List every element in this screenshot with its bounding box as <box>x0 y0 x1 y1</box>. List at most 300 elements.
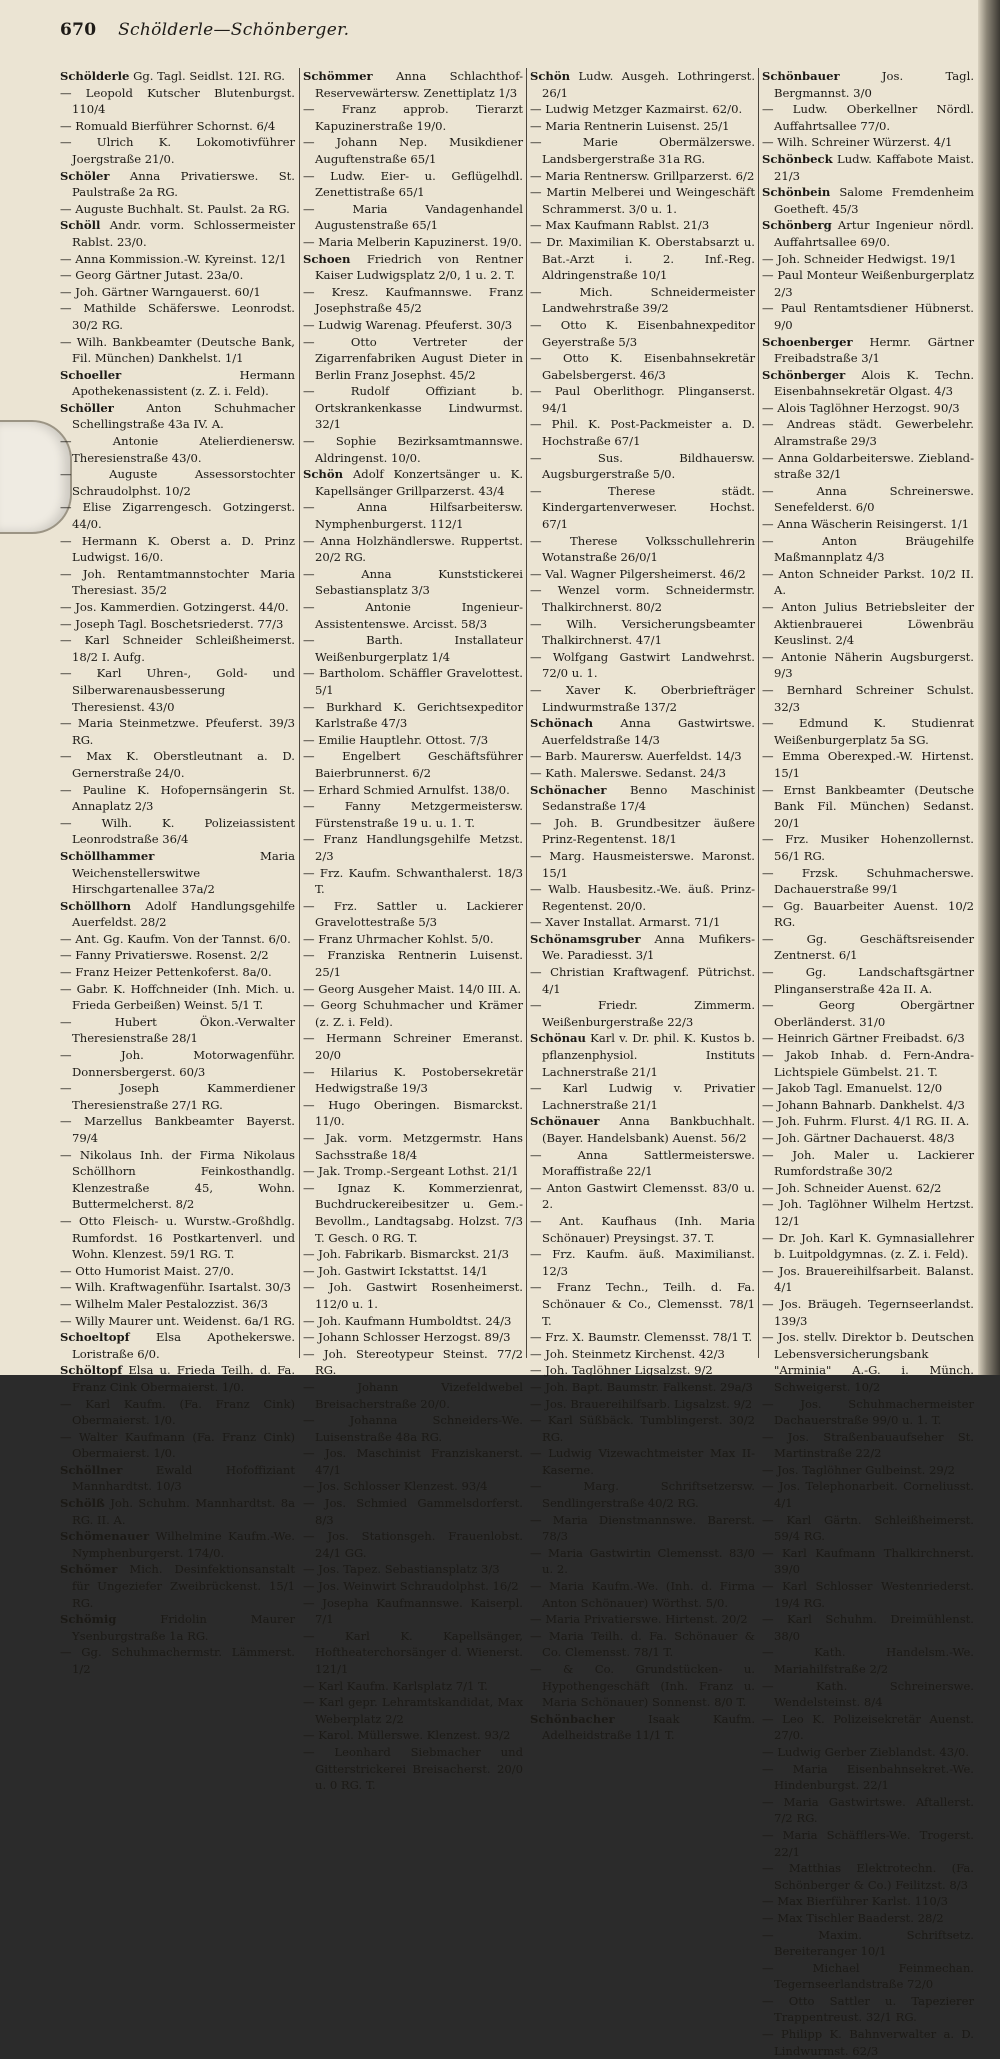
directory-entry <box>762 151 974 184</box>
entry-text: — Karl Uhren-, Gold- und Silberwarenausbesserung Theresienst. 43/0 <box>60 666 295 714</box>
entry-text: — & Co. Grundstücken- u. Hypothengeschäft (Inh. Franz u. Maria Schönauer) Sonnenst. 8/0 T. <box>530 1662 755 1710</box>
directory-entry <box>60 947 295 964</box>
directory-entry <box>762 1761 974 1794</box>
directory-entry <box>762 1711 974 1744</box>
directory-entry <box>762 68 974 101</box>
directory-entry <box>530 997 755 1030</box>
entry-text: — Joh. Gärtner Dachauerst. 48/3 <box>762 1131 955 1145</box>
directory-entry <box>303 1478 523 1495</box>
entry-text: — Ludwig Gerber Zieblandst. 43/0. <box>762 1744 970 1759</box>
directory-entry <box>530 1578 755 1611</box>
entry-surname: Schömig <box>60 1612 117 1627</box>
directory-entry <box>530 533 755 566</box>
directory-entry <box>762 334 974 367</box>
directory-entry <box>60 1263 295 1280</box>
directory-entry <box>303 1744 523 1794</box>
directory-entry <box>530 1611 755 1628</box>
entry-text: — Joh. Maler u. Lackierer Rumfordstraße 30/2 <box>762 1147 974 1179</box>
entry-text: — Johann Schlosser Herzogst. 89/3 <box>303 1330 511 1345</box>
directory-entry <box>60 931 295 948</box>
entry-text: — Wilh. Kraftwagenführ. Isartalst. 30/3 <box>60 1280 292 1295</box>
entry-text: — Ludw. Eier- u. Geflügelhdl. Zenettistraße 65/1 <box>303 168 523 200</box>
entry-text: — Bernhard Schreiner Schulst. 32/3 <box>762 682 974 714</box>
directory-entry <box>60 715 295 748</box>
directory-entry <box>762 1993 974 2026</box>
directory-entry <box>60 251 295 268</box>
directory-entry <box>762 649 974 682</box>
entry-text: — Jos. Taglöhner Gulbeinst. 29/2 <box>762 1462 956 1477</box>
entry-text: — Karl Kaufm. Karlsplatz 7/1 T. <box>303 1678 488 1693</box>
directory-entry <box>303 134 523 167</box>
entry-text: — Joh. Rentamtmannstochter Maria Theresiast. 35/2 <box>60 566 295 598</box>
entry-text: — Kath. Schreinerswe. Wendelsteinst. 8/4 <box>762 1678 974 1710</box>
entry-text: — Frz. Kaufm. äuß. Maximilianst. 12/3 <box>530 1247 755 1278</box>
directory-entry <box>60 134 295 167</box>
page-number: 670 <box>60 20 97 40</box>
entry-surname: Schönauer <box>530 1114 600 1129</box>
directory-entry <box>303 466 523 499</box>
entry-text: — Ludwig Metzger Kazmairst. 62/0. <box>530 102 743 117</box>
entry-text: — Hermann K. Oberst a. D. Prinz Ludwigst. 16/0. <box>60 533 295 565</box>
entry-text: — Ant. Kaufhaus (Inh. Maria Schönauer) Preysingst. 37. T. <box>530 1213 755 1245</box>
directory-entry <box>762 898 974 931</box>
directory-entry <box>530 1478 755 1511</box>
directory-entry <box>530 682 755 715</box>
directory-entry <box>530 566 755 583</box>
entry-text: — Hermann Schreiner Emeranst. 20/0 <box>303 1031 523 1063</box>
entry-text: — Alois Taglöhner Herzogst. 90/3 <box>762 400 960 415</box>
entry-text: Jos. Tagl. Bergmannst. 3/0 <box>774 69 974 100</box>
entry-text: — Johann Bahnarb. Dankhelst. 4/3 <box>762 1097 965 1112</box>
directory-entry <box>530 616 755 649</box>
directory-entry <box>762 1030 974 1047</box>
entry-text: — Otto Vertreter der Zigarrenfabriken August Dieter in Berlin Franz Josephst. 45/2 <box>303 334 523 382</box>
entry-text: — Marg. Hausmeisterswe. Maronst. 15/1 <box>530 848 755 880</box>
directory-entry <box>60 566 295 599</box>
directory-entry <box>530 217 755 234</box>
directory-entry <box>762 1180 974 1197</box>
directory-entry <box>303 1130 523 1163</box>
directory-entry <box>60 85 295 118</box>
directory-entry <box>762 1196 974 1229</box>
directory-entry <box>762 831 974 864</box>
directory-entry <box>303 1163 523 1180</box>
directory-entry <box>762 782 974 832</box>
entry-text: — Martin Melberei und Weingeschäft Schrammerst. 3/0 u. 1. <box>530 185 755 216</box>
directory-entry <box>60 1362 295 1395</box>
entry-text: — Jos. Kammerdien. Gotzingerst. 44/0. <box>60 600 289 614</box>
directory-entry <box>530 483 755 533</box>
entry-text: — Ignaz K. Kommerzienrat, Buchdruckereibesitzer u. Gem.-Bevollm., Landtagsabg. Holzst. 7/3 T. Gesch. 0 RG. T. <box>303 1180 523 1245</box>
entry-text: — Willy Maurer unt. Weidenst. 6a/1 RG. <box>60 1313 295 1328</box>
entry-text: — Max K. Oberstleutnant a. D. Gernerstraße 24/0. <box>60 749 295 780</box>
entry-text: — Karl Schneider Schleißheimerst. 18/2 I. Aufg. <box>60 633 295 664</box>
directory-entry <box>530 1661 755 1711</box>
directory-entry <box>762 964 974 997</box>
directory-entry <box>60 1080 295 1113</box>
entry-text: — Walter Kaufmann (Fa. Franz Cink) Obermaierst. 1/0. <box>60 1429 295 1461</box>
directory-entry <box>530 715 755 748</box>
entry-text: — Georg Gärtner Jutast. 23a/0. <box>60 268 244 283</box>
directory-entry <box>60 300 295 333</box>
directory-entry <box>762 1396 974 1429</box>
entry-text: — Jos. Maschinist Franziskanerst. 47/1 <box>303 1446 523 1477</box>
directory-entry <box>303 1628 523 1678</box>
entry-text: — Auguste Assessorstochter Schraudolphst. 10/2 <box>60 467 295 498</box>
entry-text: — Georg Ausgeher Maist. 14/0 III. A. <box>303 981 522 996</box>
entry-text: — Karl Schuhm. Dreimühlenst. 38/0 <box>762 1612 974 1643</box>
entry-text: — Karl Gärtn. Schleißheimerst. 59/4 RG. <box>762 1512 974 1544</box>
directory-entry <box>530 964 755 997</box>
entry-text: — Paul Monteur Weißenburgerplatz 2/3 <box>762 268 974 299</box>
directory-entry <box>60 1113 295 1146</box>
entry-text: Gg. Tagl. Seidlst. 12I. RG. <box>133 69 285 83</box>
directory-entry <box>60 201 295 218</box>
page-range: Schölderle—Schönberger. <box>118 20 350 40</box>
entry-text: — Gg. Schuhmachermstr. Lämmerst. 1/2 <box>60 1645 295 1676</box>
page-header <box>60 20 349 60</box>
directory-entry <box>762 1478 974 1511</box>
entry-text: — Jos. Schmied Gammelsdorferst. 8/3 <box>303 1496 523 1527</box>
entry-text: — Wilh. Schreiner Würzerst. 4/1 <box>762 135 953 150</box>
entry-text: Fridolin Maurer Ysenburgstraße 1a RG. <box>72 1612 295 1643</box>
entry-surname: Schoeller <box>60 367 122 382</box>
directory-entry <box>60 1561 295 1611</box>
entry-text: Anna Bankbuchhalt. (Bayer. Handelsbank) Auenst. 56/2 <box>542 1114 755 1145</box>
directory-entry <box>60 400 295 433</box>
directory-entry <box>530 1279 755 1329</box>
directory-entry <box>762 2026 974 2059</box>
entry-text: — Gg. Landschaftsgärtner Plinganserstraße 42a II. A. <box>762 965 974 996</box>
column-divider <box>758 68 759 1358</box>
entry-text: — Paul Rentamtsdiener Hübnerst. 9/0 <box>762 301 974 332</box>
directory-entry <box>60 433 295 466</box>
directory-entry <box>60 748 295 781</box>
entry-text: — Anna Hilfsarbeitersw. Nymphenburgerst. 112/1 <box>303 500 523 532</box>
entry-text: — Frz. Kaufm. Schwanthalerst. 18/3 T. <box>303 865 523 897</box>
entry-text: — Hubert Ökon.-Verwalter Theresienstraße 28/1 <box>60 1014 295 1046</box>
entry-text: — Ernst Bankbeamter (Deutsche Bank Fil. München) Sedanst. 20/1 <box>762 782 974 830</box>
entry-text: — Marg. Schriftsetzersw. Sendlingerstraße 40/2 RG. <box>530 1479 755 1511</box>
directory-entry <box>303 1329 523 1346</box>
entry-text: — Andreas städt. Gewerbelehr. Alramstraße 29/3 <box>762 417 974 449</box>
directory-entry <box>762 1429 974 1462</box>
entry-text: — Christian Kraftwagenf. Pütrichst. 4/1 <box>530 965 755 996</box>
directory-entry <box>303 981 523 998</box>
directory-entry <box>303 1727 523 1744</box>
entry-text: — Joh. Motorwagenführ. Donnersbergerst. 60/3 <box>60 1048 295 1079</box>
entry-text: Adolf Konzertsänger u. K. Kapellsänger Grillparzerst. 43/4 <box>315 467 524 498</box>
entry-text: — Joseph Kammerdiener Theresienstraße 27/1 RG. <box>60 1081 295 1112</box>
directory-entry <box>303 1528 523 1561</box>
directory-entry <box>530 748 755 765</box>
directory-entry <box>762 483 974 516</box>
directory-entry <box>60 284 295 301</box>
entry-text: — Frz. Sattler u. Lackierer Gravelottestraße 5/3 <box>303 898 523 930</box>
entry-text: — Joh. Kaufmann Humboldtst. 24/3 <box>303 1313 512 1328</box>
entry-text: Hermann Apothekenassistent (z. Z. i. Feld). <box>72 367 295 399</box>
entry-text: — Bartholom. Schäffler Gravelottest. 5/1 <box>303 666 523 697</box>
entry-text: — Wilhelm Maler Pestalozzist. 36/3 <box>60 1296 268 1311</box>
directory-entry <box>530 234 755 284</box>
directory-entry <box>303 1346 523 1379</box>
entry-surname: Schönamsgruber <box>530 931 641 946</box>
entry-text: Adolf Handlungsgehilfe Auerfeldst. 28/2 <box>72 898 295 930</box>
directory-entry <box>762 748 974 781</box>
entry-text: — Ludw. Oberkellner Nördl. Auffahrtsallee 77/0. <box>762 102 974 133</box>
directory-entry <box>60 665 295 715</box>
entry-text: — Mich. Schneidermeister Landwehrstraße 39/2 <box>530 284 755 316</box>
directory-entry <box>60 1644 295 1677</box>
entry-text: — Fanny Metzgermeistersw. Fürstenstraße 19 u. u. 1. T. <box>303 799 523 830</box>
directory-entry <box>762 1512 974 1545</box>
directory-entry <box>303 533 523 566</box>
entry-text: — Philipp K. Bahnverwalter a. D. Lindwurmst. 62/3 <box>762 2027 974 2058</box>
directory-entry <box>303 947 523 980</box>
entry-text: — Anna Sattlermeisterswe. Moraffistraße 22/1 <box>530 1147 755 1179</box>
entry-text: — Joh. Steinmetz Kirchenst. 42/3 <box>530 1346 725 1361</box>
entry-text: — Ludwig Vizewachtmeister Max II-Kaserne. <box>530 1446 755 1477</box>
entry-text: — Mathilde Schäferswe. Leonrodst. 30/2 RG. <box>60 301 295 332</box>
entry-text: — Emilie Hauptlehr. Ottost. 7/3 <box>303 732 489 747</box>
directory-entry <box>303 699 523 732</box>
directory-entry <box>60 1014 295 1047</box>
entry-text: — Franz approb. Tierarzt Kapuzinerstraße 19/0. <box>303 102 523 133</box>
entry-text: — Pauline K. Hofopernsängerin St. Annaplatz 2/3 <box>60 782 295 814</box>
directory-entry <box>530 383 755 416</box>
directory-entry <box>303 284 523 317</box>
directory-entry <box>530 1080 755 1113</box>
entry-text: — Karl Ludwig v. Privatier Lachnerstraße 21/1 <box>530 1081 755 1112</box>
directory-entry <box>762 599 974 649</box>
directory-entry <box>60 632 295 665</box>
entry-text: — Jos. Brauereihilfsarb. Ligsalzst. 9/2 <box>530 1396 753 1411</box>
directory-entry <box>762 416 974 449</box>
directory-entry <box>303 1313 523 1330</box>
entry-surname: Schönbeck <box>762 151 833 166</box>
directory-column-4 <box>762 68 975 2058</box>
directory-entry <box>762 931 974 964</box>
directory-entry <box>60 533 295 566</box>
entry-text: — Wolfgang Gastwirt Landwehrst. 72/0 u. 1. <box>530 649 755 681</box>
entry-surname: Schömer <box>60 1562 118 1577</box>
directory-entry <box>530 1246 755 1279</box>
directory-entry <box>303 1097 523 1130</box>
directory-entry <box>530 765 755 782</box>
directory-entry <box>530 1030 755 1080</box>
directory-entry <box>530 1412 755 1445</box>
entry-text: — Kath. Malerswe. Sedanst. 24/3 <box>530 765 726 780</box>
entry-text: — Otto Fleisch- u. Wurstw.-Großhdlg. Rumfordst. 16 Postkartenverl. und Wohn. Klenzest. 59/1 RG. T. <box>60 1213 295 1262</box>
entry-text: — Jos. Weinwirt Schraudolphst. 16/2 <box>303 1579 519 1594</box>
directory-entry <box>303 599 523 632</box>
directory-entry <box>530 1147 755 1180</box>
directory-entry <box>530 1180 755 1213</box>
entry-text: — Auguste Buchhalt. St. Paulst. 2a RG. <box>60 201 290 216</box>
entry-text: — Sophie Bezirksamtmannswe. Aldringenst. 10/0. <box>303 434 523 465</box>
directory-entry <box>762 1080 974 1097</box>
entry-text: — Antonie Näherin Augsburgerst. 9/3 <box>762 649 974 681</box>
directory-entry <box>762 101 974 134</box>
entry-text: — Michael Feinmechan. Tegernseerlandstraße 72/0 <box>762 1960 974 1992</box>
entry-text: — Johann Vizefeldwebel Breisacherstraße 20/0. <box>303 1379 523 1411</box>
directory-entry <box>303 865 523 898</box>
directory-entry <box>303 251 523 284</box>
entry-text: — Maria Melberin Kapuzinerst. 19/0. <box>303 234 522 249</box>
entry-text: — Anna Kunststickerei Sebastiansplatz 3/3 <box>303 566 523 598</box>
entry-text: — Franz Techn., Teilh. d. Fa. Schönauer & Co., Clemensst. 78/1 T. <box>530 1280 755 1328</box>
directory-entry <box>762 134 974 151</box>
directory-entry <box>60 217 295 250</box>
entry-text: — Jos. Brauereihilfsarbeit. Balanst. 4/1 <box>762 1263 974 1295</box>
directory-entry <box>530 184 755 217</box>
directory-entry <box>762 251 974 268</box>
directory-entry <box>530 881 755 914</box>
entry-text: — Karl K. Kapellsänger, Hoftheaterchorsänger d. Wienerst. 121/1 <box>303 1628 523 1676</box>
directory-entry <box>762 1578 974 1611</box>
entry-text: Anna Schlachthof-Reservewärtersw. Zenettiplatz 1/3 <box>315 69 523 100</box>
entry-text: — Erhard Schmied Arnulfst. 138/0. <box>303 782 510 797</box>
column-divider <box>299 68 300 1358</box>
directory-entry <box>530 284 755 317</box>
entry-text: — Anna Holzhändlerswe. Ruppertst. 20/2 RG. <box>303 533 523 565</box>
entry-text: Friedrich von Rentner Kaiser Ludwigsplatz 2/0, 1 u. 2. T. <box>315 251 523 283</box>
entry-text: — Marie Obermälzerswe. Landsbergerstraße 31a RG. <box>530 135 755 166</box>
entry-text: — Karol. Müllerswe. Klenzest. 93/2 <box>303 1728 511 1743</box>
entry-text: Anton Schuhmacher Schellingstraße 43a IV. A. <box>72 400 295 432</box>
entry-text: — Fanny Privatierswe. Rosenst. 2/2 <box>60 948 269 963</box>
entry-text: Ewald Hofoffiziant Mannhardtst. 10/3 <box>72 1462 296 1494</box>
entry-text: — Anton Bräugehilfe Maßmannplatz 4/3 <box>762 533 974 565</box>
directory-entry <box>60 1279 295 1296</box>
entry-text: — Antonie Ingenieur-Assistentenswe. Arcisst. 58/3 <box>303 600 523 631</box>
directory-entry <box>303 68 523 101</box>
directory-entry <box>303 898 523 931</box>
directory-entry <box>530 1362 755 1379</box>
entry-text: — Jak. Tromp.-Sergeant Lothst. 21/1 <box>303 1164 519 1179</box>
entry-text: — Maria Teilh. d. Fa. Schönauer & Co. Clemensst. 78/1 T. <box>530 1628 755 1660</box>
directory-entry <box>762 1960 974 1993</box>
directory-entry <box>303 334 523 384</box>
directory-entry <box>60 1296 295 1313</box>
entry-text: — Franz Heizer Pettenkoferst. 8a/0. <box>60 965 272 980</box>
directory-entry <box>762 1113 974 1130</box>
entry-text: — Anna Schreinerswe. Senefelderst. 6/0 <box>762 483 974 515</box>
entry-text: — Joh. B. Grundbesitzer äußere Prinz-Regentenst. 18/1 <box>530 815 755 847</box>
directory-entry <box>303 499 523 532</box>
entry-surname: Schönau <box>530 1031 586 1046</box>
directory-entry <box>762 1147 974 1180</box>
directory-entry <box>60 616 295 633</box>
directory-entry <box>762 367 974 400</box>
entry-text: — Emma Oberexped.-W. Hirtenst. 15/1 <box>762 749 974 780</box>
column-divider <box>526 68 527 1358</box>
directory-entry <box>530 450 755 483</box>
entry-text: — Joh. Gärtner Warngauerst. 60/1 <box>60 284 261 299</box>
directory-entry <box>530 1329 755 1346</box>
entry-text: — Barth. Installateur Weißenburgerplatz 1/4 <box>303 633 523 664</box>
entry-text: — Joh. Gastwirt Rosenheimerst. 112/0 u. 1. <box>303 1280 523 1311</box>
directory-entry <box>303 831 523 864</box>
directory-entry <box>303 931 523 948</box>
entry-text: — Jakob Inhab. d. Fern-Andra-Lichtspiele Gümbelst. 21. T. <box>762 1048 974 1079</box>
entry-text: — Jos. stellv. Direktor b. Deutschen Lebensversicherungsbank "Arminia" A.-G. i. Münch. Schweigerst. 10/2 <box>762 1330 974 1394</box>
directory-entry <box>303 1064 523 1097</box>
entry-text: — Therese Volksschullehrerin Wotanstraße 26/0/1 <box>530 533 755 565</box>
entry-text: — Maria Rentnersw. Grillparzerst. 6/2 <box>530 168 755 183</box>
entry-text: — Jos. Bräugeh. Tegernseerlandst. 139/3 <box>762 1296 974 1328</box>
directory-entry <box>762 1329 974 1395</box>
entry-text: — Engelbert Geschäftsführer Baierbrunnerst. 6/2 <box>303 749 523 780</box>
directory-entry <box>530 118 755 135</box>
entry-text: — Jos. Telephonarbeit. Corneliusst. 4/1 <box>762 1479 974 1511</box>
directory-entry <box>303 732 523 749</box>
entry-text: — Maria Eisenbahnsekret.-We. Hindenburgst. 22/1 <box>762 1761 974 1793</box>
entry-text: — Maxim. Schriftsetz. Bereiteranger 10/1 <box>762 1927 974 1959</box>
directory-entry <box>60 782 295 815</box>
directory-entry <box>762 865 974 898</box>
entry-text: — Sus. Bildhauersw. Augsburgerstraße 5/0. <box>530 450 755 482</box>
directory-entry <box>530 649 755 682</box>
entry-text: — Dr. Joh. Karl K. Gymnasiallehrer b. Luitpoldgymnas. (z. Z. i. Feld). <box>762 1230 974 1262</box>
entry-text: — Maria Dienstmannswe. Barerst. 78/3 <box>530 1512 755 1544</box>
directory-entry <box>762 1644 974 1677</box>
entry-text: — Antonie Atelierdienersw. Theresienstraße 43/0. <box>60 434 295 465</box>
entry-text: — Jos. Stationsgeh. Frauenlobst. 24/1 GG. <box>303 1529 523 1560</box>
entry-surname: Schön <box>303 467 344 482</box>
entry-text: — Romuald Bierführer Schornst. 6/4 <box>60 118 276 133</box>
directory-entry <box>60 118 295 135</box>
entry-text: — Otto Humorist Maist. 27/0. <box>60 1263 235 1278</box>
entry-text: — Georg Schuhmacher und Krämer (z. Z. i. Feld). <box>303 998 523 1029</box>
entry-text: — Nikolaus Inh. der Firma Nikolaus Schöllhorn Feinkosthandlg. Klenzestraße 45, Wohn. Buttermelcherst. 8/2 <box>60 1147 295 1212</box>
entry-text: — Frz. Musiker Hohenzollernst. 56/1 RG. <box>762 832 974 863</box>
entry-text: — Ant. Gg. Kaufm. Von der Tannst. 6/0. <box>60 931 291 946</box>
entry-text: — Joseph Tagl. Boschetsriederst. 77/3 <box>60 616 284 631</box>
entry-text: — Karl gepr. Lehramtskandidat, Max Weberplatz 2/2 <box>303 1695 523 1726</box>
entry-text: — Franziska Rentnerin Luisenst. 25/1 <box>303 948 523 980</box>
entry-text: — Otto K. Eisenbahnsekretär Gabelsbergerst. 46/3 <box>530 351 755 382</box>
entry-surname: Schöller <box>60 400 114 415</box>
directory-entry <box>60 1429 295 1462</box>
entry-text: Anna Gastwirtswe. Auerfeldstraße 14/3 <box>542 716 755 747</box>
directory-entry <box>60 898 295 931</box>
directory-entry <box>530 350 755 383</box>
directory-entry <box>762 1097 974 1114</box>
directory-entry <box>60 981 295 1014</box>
directory-entry <box>303 1412 523 1445</box>
directory-entry <box>530 815 755 848</box>
directory-entry <box>530 1213 755 1246</box>
entry-text: Salome Fremdenheim Goetheft. 45/3 <box>774 185 974 216</box>
directory-entry <box>762 1827 974 1860</box>
entry-text: — Joh. Taglöhner Wilhelm Hertzst. 12/1 <box>762 1197 974 1228</box>
entry-text: — Frzsk. Schuhmacherswe. Dachauerstraße 99/1 <box>762 865 974 897</box>
directory-entry <box>60 367 295 400</box>
entry-surname: Schoen <box>303 251 351 266</box>
directory-entry <box>303 782 523 799</box>
directory-entry <box>303 665 523 698</box>
entry-text: — Elise Zigarrengesch. Gotzingerst. 44/0. <box>60 500 295 532</box>
directory-entry <box>762 1462 974 1479</box>
entry-text: Anna Privatierswe. St. Paulstraße 2a RG. <box>72 168 295 200</box>
entry-text: Ludw. Ausgeh. Lothringerst. 26/1 <box>542 69 756 100</box>
entry-surname: Schöllner <box>60 1462 123 1477</box>
entry-text: — Joh. Schneider Auenst. 62/2 <box>762 1180 942 1195</box>
entry-text: — Anton Gastwirt Clemensst. 83/0 u. 2. <box>530 1180 755 1212</box>
entry-text: Mich. Desinfektionsanstalt für Ungeziefer Zweibrückenst. 15/1 RG. <box>72 1562 296 1610</box>
directory-entry <box>303 383 523 433</box>
